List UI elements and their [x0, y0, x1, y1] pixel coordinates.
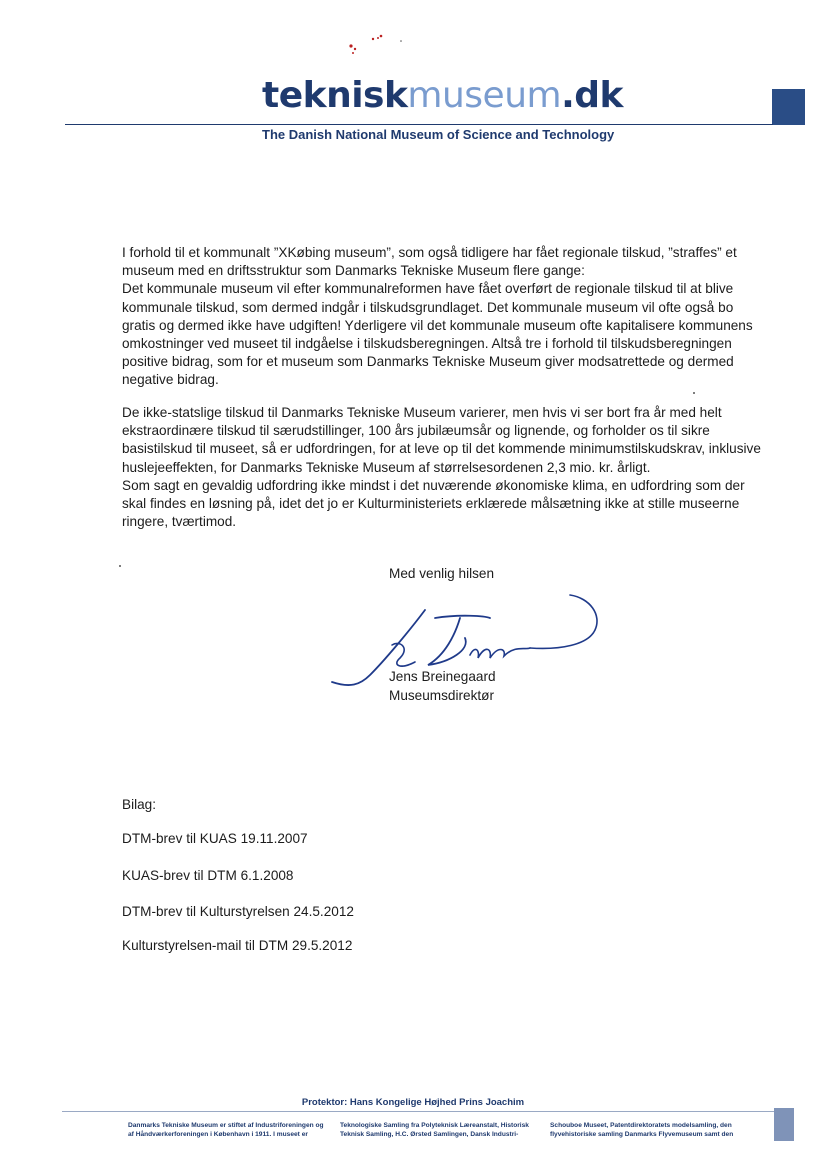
text-line: Det kommunale museum vil efter kommunalreformen have fået overført de regionale tilskud til at blive — [122, 281, 734, 297]
text-line: I forhold til et kommunalt ”XKøbing museum”, som også tidligere har fået regionale tilskud, ”straffes” et — [122, 245, 737, 260]
text-line: skal findes en løsning på, idet det jo er Kulturministeriets erklærede målsætning ikke at stille museerne — [122, 496, 740, 512]
footer-line: Danmarks Tekniske Museum er stiftet af Industriforeningen og — [128, 1122, 324, 1129]
protector-line: Protektor: Hans Kongelige Højhed Prins Joachim — [301, 1097, 525, 1108]
footer-column — [128, 1121, 328, 1139]
museum-subtitle: The Danish National Museum of Science and Technology — [262, 127, 615, 142]
text-line: positive bidrag, som for et museum som Danmarks Tekniske Museum giver modsatrettede og dermed — [122, 354, 734, 370]
closing-greeting: Med venlig hilsen — [389, 566, 495, 581]
text-line: negative bidrag. — [122, 372, 219, 388]
attachments-heading: Bilag: — [122, 797, 157, 812]
footer-line: Teknologiske Samling fra Polyteknisk Læreanstalt, Historisk — [340, 1122, 529, 1129]
footer-column — [340, 1121, 535, 1139]
paragraph-1 — [122, 244, 762, 390]
footer-line: flyvehistoriske samling Danmarks Flyvemuseum samt den — [550, 1131, 734, 1138]
attachment-item: KUAS-brev til DTM 6.1.2008 — [122, 868, 294, 883]
signer-title: Museumsdirektør — [389, 688, 494, 703]
footer-column — [550, 1121, 750, 1139]
text-line: huslejeeffekten, for Danmarks Tekniske Museum af størrelsesordenen 2,3 mio. kr. årligt. — [122, 459, 651, 475]
text-line: kommunale tilskud, som dermed indgår i tilskudsgrundlaget. Det kommunale museum vil ofte også bo — [122, 299, 734, 315]
text-line: De ikke-statslige tilskud til Danmarks Tekniske Museum varierer, men hvis vi ser bort fra år med helt — [122, 405, 722, 420]
attachment-item: DTM-brev til KUAS 19.11.2007 — [122, 831, 308, 846]
text-line: omkostninger ved museet til indgåelse i tilskudsberegningen. Altså tre i forhold til tilskudsberegningen — [122, 336, 732, 352]
footer-line: af Håndværkerforeningen i København i 1911. I museet er — [128, 1131, 308, 1138]
text-line: basistilskud til museet, så er udfordringen, for at leve op til det kommende minimumstilskudskrav, inklusive — [122, 441, 761, 457]
ink-specks — [345, 32, 425, 62]
logo-square — [772, 89, 805, 125]
footer-line: Teknisk Samling, H.C. Ørsted Samlingen, Dansk Industri- — [340, 1131, 519, 1138]
text-line: gratis og dermed ikke have udgiften! Yderligere vil det kommunale museum ofte kapitalisere kommunens — [122, 317, 753, 333]
attachment-item: DTM-brev til Kulturstyrelsen 24.5.2012 — [122, 904, 354, 919]
paragraph-2 — [122, 404, 762, 531]
text-line: Som sagt en gevaldig udfordring ikke mindst i det nuværende økonomiske klima, en udfordring som der — [122, 477, 745, 493]
scan-speck — [119, 565, 121, 567]
attachment-item: Kulturstyrelsen-mail til DTM 29.5.2012 — [122, 938, 353, 953]
footer-divider — [62, 1111, 774, 1112]
signer-name: Jens Breinegaard — [389, 669, 496, 684]
museum-logo: tekniskmuseum.dk — [262, 75, 623, 116]
text-line: ringere, tværtimod. — [122, 514, 237, 530]
scan-speck — [693, 392, 695, 394]
text-line: museum med en driftsstruktur som Danmarks Tekniske Museum flere gange: — [122, 263, 585, 279]
footer-line: Schouboe Museet, Patentdirektoratets modelsamling, den — [550, 1122, 732, 1129]
text-line: ekstraordinære tilskud til særudstillinger, 100 års jubilæumsår og lignende, og forholder os til sikre — [122, 423, 710, 439]
header-divider — [65, 124, 773, 125]
footer-square — [774, 1108, 794, 1141]
